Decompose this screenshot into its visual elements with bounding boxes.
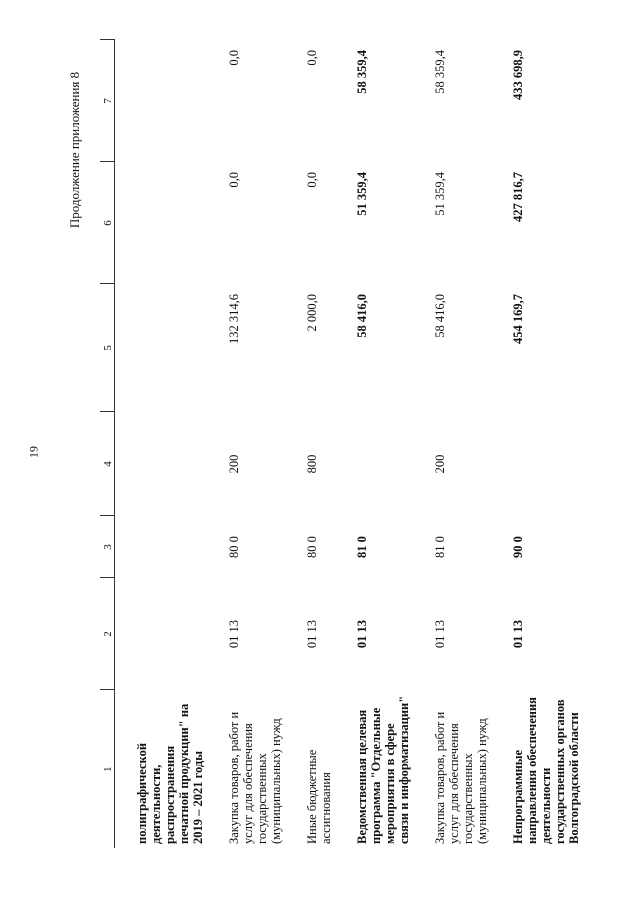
row-name-cell: Иные бюджетные ассигнования xyxy=(305,749,333,844)
budget-table xyxy=(100,40,581,849)
table-row xyxy=(205,40,283,848)
target-article-cell: 90 0 xyxy=(511,536,525,558)
amount-2020-cell xyxy=(115,162,206,284)
amount-2019-cell: 58 416,0 xyxy=(355,294,369,338)
column-header: 1 xyxy=(100,690,115,848)
row-name-cell: полиграфической деятельности, распространения печатной продукции" на 2019 – 2021 годы xyxy=(135,703,205,844)
expense-type-cell xyxy=(333,412,411,516)
amount-2020-cell: 0,0 xyxy=(227,172,241,188)
column-header: 6 xyxy=(100,162,115,284)
amount-2021-cell: 0,0 xyxy=(227,50,241,66)
amount-2020-cell: 427 816,7 xyxy=(511,172,525,222)
expense-type-cell: 800 xyxy=(305,454,319,474)
amount-2019-cell: 58 416,0 xyxy=(433,294,447,338)
expense-type-cell: 200 xyxy=(433,454,447,474)
amount-2019-cell xyxy=(115,284,206,412)
table-row xyxy=(489,40,581,848)
section-code-cell: 01 13 xyxy=(355,619,369,649)
table-row xyxy=(411,40,489,848)
amount-2020-cell: 51 359,4 xyxy=(433,172,447,216)
page-number: 19 xyxy=(26,446,41,458)
row-name-cell: Закупка товаров, работ и услуг для обеспечения государственных (муниципальных) нужд xyxy=(227,711,283,844)
amount-2021-cell: 58 359,4 xyxy=(433,50,447,94)
expense-type-cell xyxy=(115,412,206,516)
target-article-cell: 80 0 xyxy=(227,536,241,558)
annex-title: Продолжение приложения 8 xyxy=(67,71,82,229)
target-article-cell: 81 0 xyxy=(355,536,369,558)
table-row xyxy=(115,40,206,848)
table-row xyxy=(283,40,333,848)
column-header: 2 xyxy=(100,578,115,690)
row-name-cell: Непрограммные направления обеспечения деятельности государственных органов Волгоградской области xyxy=(511,697,581,844)
amount-2020-cell: 51 359,4 xyxy=(355,172,369,216)
amount-2020-cell: 0,0 xyxy=(305,172,319,188)
column-header: 3 xyxy=(100,516,115,578)
table-header-row xyxy=(100,40,115,848)
amount-2019-cell: 132 314,6 xyxy=(227,294,241,344)
amount-2021-cell xyxy=(115,40,206,162)
target-article-cell: 80 0 xyxy=(305,536,319,558)
target-article-cell: 81 0 xyxy=(433,536,447,558)
table-row xyxy=(333,40,411,848)
row-name-cell: Закупка товаров, работ и услуг для обеспечения государственных (муниципальных) нужд xyxy=(433,711,489,844)
amount-2021-cell: 58 359,4 xyxy=(355,50,369,94)
amount-2021-cell: 433 698,9 xyxy=(511,50,525,100)
expense-type-cell xyxy=(489,412,581,516)
section-code-cell: 01 13 xyxy=(305,619,319,649)
column-header: 7 xyxy=(100,40,115,162)
section-code-cell: 01 13 xyxy=(511,619,525,649)
expense-type-cell: 200 xyxy=(227,454,241,474)
section-code-cell xyxy=(115,578,206,690)
amount-2019-cell: 454 169,7 xyxy=(511,294,525,344)
target-article-cell xyxy=(115,516,206,578)
column-header: 4 xyxy=(100,412,115,516)
section-code-cell: 01 13 xyxy=(227,619,241,649)
section-code-cell: 01 13 xyxy=(433,619,447,649)
row-name-cell: Ведомственная целевая программа "Отдельные мероприятия в сфере связи и информатизации" xyxy=(355,695,411,844)
column-header: 5 xyxy=(100,284,115,412)
amount-2019-cell: 2 000,0 xyxy=(305,294,319,332)
amount-2021-cell: 0,0 xyxy=(305,50,319,66)
